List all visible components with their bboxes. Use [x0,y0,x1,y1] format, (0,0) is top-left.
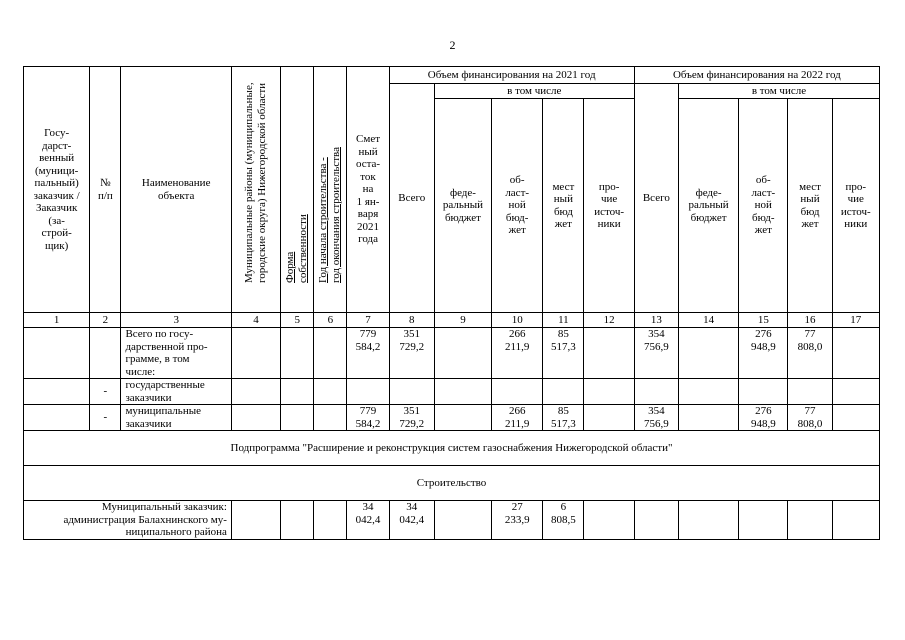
header-2022-including: в том числе [678,84,879,99]
cell-2021-regional: 27 233,9 [492,501,543,540]
cell [314,328,347,379]
header-2021-other: про- чие источ- ники [584,99,634,313]
cell-2021-local: 85 517,3 [543,328,584,379]
cell-object-name: муниципальные заказчики [121,405,232,431]
cell [24,379,90,405]
subprogram-row [24,431,880,466]
cell-2022-regional: 276 948,9 [739,328,788,379]
cell-2022-other [832,379,879,405]
cell-2022-total: 354 756,9 [634,405,678,431]
column-number: 12 [584,313,634,328]
header-2021-including: в том числе [434,84,634,99]
cell [24,328,90,379]
header-2021-local: мест ный бюд жет [543,99,584,313]
cell [231,405,280,431]
column-number-row [24,313,880,328]
header-2022-local: мест ный бюд жет [788,99,832,313]
cell-2021-total [389,379,434,405]
cell: - [90,405,121,431]
page-number: 2 [449,38,456,52]
column-number: 17 [832,313,879,328]
cell [281,379,314,405]
cell-2021-other [584,328,634,379]
table-row-municipal-customers [24,405,880,431]
cell-2021-federal [434,405,491,431]
cell-2021-regional: 266 211,9 [492,328,543,379]
header-2021-total: Всего [389,84,434,313]
column-number: 3 [121,313,232,328]
cell [281,501,314,540]
column-number: 10 [492,313,543,328]
cell [231,328,280,379]
cell-estimate [347,379,389,405]
cell-2021-local: 6 808,5 [543,501,584,540]
cell [281,328,314,379]
cell-customer: Муниципальный заказчик: администрация Балахнинского му- ниципального района [24,501,232,540]
header-2021-regional: об- ласт- ной бюд- жет [492,99,543,313]
cell-2021-local [543,379,584,405]
cell-2021-other [584,405,634,431]
cell-estimate: 34 042,4 [347,501,389,540]
cell [24,405,90,431]
header-2022-regional: об- ласт- ной бюд- жет [739,99,788,313]
cell-2022-federal [678,328,738,379]
cell [231,501,280,540]
cell-2021-federal [434,328,491,379]
cell-2022-regional [739,501,788,540]
cell-estimate: 779 584,2 [347,328,389,379]
cell-2022-federal [678,501,738,540]
cell-2021-federal [434,501,491,540]
cell-2022-total [634,379,678,405]
header-2022-federal: феде- ральный бюджет [678,99,738,313]
table-row-state-customers [24,379,880,405]
cell: - [90,379,121,405]
column-number: 13 [634,313,678,328]
header-object-name: Наименование объекта [121,67,232,313]
header-years: Год начала строительства - год окончания строительства [314,67,347,313]
header-funding-2022: Объем финансирования на 2022 год [634,67,879,84]
cell-object-name: государственные заказчики [121,379,232,405]
cell-2022-local [788,501,832,540]
column-number: 8 [389,313,434,328]
column-number: 6 [314,313,347,328]
header-funding-2021: Объем финансирования на 2021 год [389,67,634,84]
cell-2021-local: 85 517,3 [543,405,584,431]
cell [90,328,121,379]
column-number: 15 [739,313,788,328]
cell-2022-local: 77 808,0 [788,328,832,379]
table-row-total [24,328,880,379]
cell-2022-local [788,379,832,405]
header-customer: Госу- дарст- венный (муници- пальный) заказчик / Заказчик (за- строй- щик) [24,67,90,313]
header-districts: Муниципальные районы (муниципальные, городские округа) Нижегородской области [231,67,280,313]
cell-2022-federal [678,379,738,405]
section-title: Строительство [24,466,880,501]
column-number: 5 [281,313,314,328]
column-number: 4 [231,313,280,328]
cell-estimate: 779 584,2 [347,405,389,431]
cell-2022-federal [678,405,738,431]
cell-2021-federal [434,379,491,405]
column-number: 1 [24,313,90,328]
column-number: 2 [90,313,121,328]
cell [231,379,280,405]
header-num: № п/п [90,67,121,313]
cell [314,379,347,405]
column-number: 9 [434,313,491,328]
funding-table [23,66,880,540]
cell-2021-other [584,379,634,405]
cell-2022-regional: 276 948,9 [739,405,788,431]
cell-2021-total: 351 729,2 [389,405,434,431]
header-estimate: Смет ный оста- ток на 1 ян- варя 2021 года [347,67,389,313]
cell-2022-other [832,405,879,431]
cell-2021-regional: 266 211,9 [492,405,543,431]
cell [314,405,347,431]
cell-2022-local: 77 808,0 [788,405,832,431]
cell-2021-total: 34 042,4 [389,501,434,540]
table-row-balakhna [24,501,880,540]
cell-2022-regional [739,379,788,405]
cell-2022-total [634,501,678,540]
cell-object-name: Всего по госу- дарственной про- грамме, в том числе: [121,328,232,379]
column-number: 16 [788,313,832,328]
header-2021-federal: феде- ральный бюджет [434,99,491,313]
header-ownership: Форма собственности [281,67,314,313]
cell-2022-other [832,328,879,379]
cell-2021-total: 351 729,2 [389,328,434,379]
header-2022-total: Всего [634,84,678,313]
cell-2022-other [832,501,879,540]
section-row [24,466,880,501]
column-number: 11 [543,313,584,328]
header-2022-other: про- чие источ- ники [832,99,879,313]
cell-2021-regional [492,379,543,405]
subprogram-title: Подпрограмма "Расширение и реконструкция систем газоснабжения Нижегородской области" [24,431,880,466]
cell [281,405,314,431]
cell-2022-total: 354 756,9 [634,328,678,379]
column-number: 14 [678,313,738,328]
cell-2021-other [584,501,634,540]
column-number: 7 [347,313,389,328]
cell [314,501,347,540]
